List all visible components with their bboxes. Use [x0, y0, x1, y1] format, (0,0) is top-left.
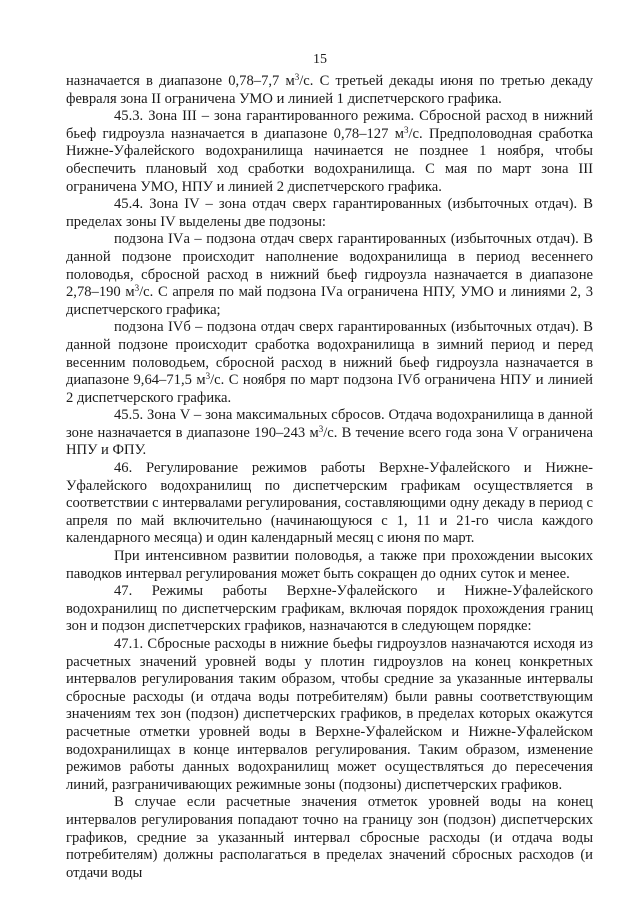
paragraph: 47.1. Сбросные расходы в нижние бьефы гидроузлов назначаются исходя из расчетных значений уровней воды у плотин гидроузлов на конец конкретных интервалов регулирования таким образом, чтобы средние за указанные интервалы сбросные расходы (и отдача воды потребителям) были равны соответствующим значениям тех зон (подзон) диспетчерских графиков, в пределах которых окажутся расчетные отметки уровней воды в Верхне-Уфалейском и Нижне-Уфалейском водохранилищах в конце интервалов регулирования. Таким образом, изменение режимов работы данных водохранилищ может осуществляться до пересечения линий, разграничивающих режимные зоны (подзоны) диспетчерских графиков.	[66, 636, 593, 793]
paragraph: подзона IVб – подзона отдач сверх гарантированных (избыточных отдач). В данной подзоне происходит сработка водохранилища в зимний период и перед весенним половодьем, сбросной расход в нижний бьеф гидроузла назначается в диапазоне 9,64–71,5 $м^3/с$. С ноября по март подзона IVб ограничена НПУ и линией 2 диспетчерского графика.	[66, 319, 593, 406]
paragraph: подзона IVа – подзона отдач сверх гарантированных (избыточных отдач). В данной подзоне происходит наполнение водохранилища в период весеннего половодья, сбросной расход в нижний бьеф гидроузла назначается в диапазоне 2,78–190 $м^3/с$. С апреля по май подзона IVа ограничена НПУ, УМО и линиями 2, 3 диспетчерского графика;	[66, 231, 594, 318]
paragraph: При интенсивном развитии половодья, а также при прохождении высоких паводков интервал регулирования может быть сокращен до одних суток и менее.	[66, 548, 593, 582]
unit-m3-per-s: $м^3/с$	[196, 371, 221, 389]
unit-m3-per-s: $м^3/с$	[309, 423, 334, 441]
paragraph: 46. Регулирование режимов работы Верхне-Уфалейского и Нижне-Уфалейского водохранилищ по диспетчерским графикам осуществляется в соответствии с интервалами регулирования, составляющими одну декаду в период с апреля по май включительно (начинающуюся с 1, 11 и 21-го числа каждого календарного месяца) и один календарный месяц с июня по март.	[66, 460, 593, 547]
paragraph: назначается в диапазоне 0,78–7,7 $м^3/с$. С третьей декады июня по третью декаду февраля зона II ограничена УМО и линией 1 диспетчерского графика.	[66, 72, 593, 107]
paragraph: 45.3. Зона III – зона гарантированного режима. Сбросной расход в нижний бьеф гидроузла назначается в диапазоне 0,78–127 $м^3/с$. Предполоводная сработка Нижне-Уфалейского водохранилища начинается не позднее 1 ноября, чтобы обеспечить плановый ход сработки водохранилища. С мая по март зона III ограничена УМО, НПУ и линией 2 диспетчерского графика.	[66, 108, 593, 195]
unit-m3-per-s: $м^3/с$	[125, 283, 150, 301]
unit-m3-per-s: $м^3/с$	[394, 124, 420, 142]
paragraph: В случае если расчетные значения отметок уровней воды на конец интервалов регулирования попадают точно на границу зон (подзон) диспетчерских графиков, средние за указанный интервал сбросные расходы (и отдача воды потребителям) должны располагаться в пределах значений сбросных расходов (и отдачи воды	[66, 794, 593, 881]
paragraph: 45.4. Зона IV – зона отдач сверх гарантированных (избыточных отдач). В пределах зоны IV выделены две подзоны:	[66, 196, 593, 230]
paragraph: 45.5. Зона V – зона максимальных сбросов. Отдача водохранилища в данной зоне назначается в диапазоне 190–243 $м^3/с$. В течение всего года зона V ограничена НПУ и ФПУ.	[66, 407, 594, 459]
page-number: 15	[313, 52, 327, 67]
document-body	[66, 73, 593, 882]
paragraph: 47. Режимы работы Верхне-Уфалейского и Нижне-Уфалейского водохранилищ по диспетчерским графикам, включая порядок прохождения границ зон и подзон диспетчерских графиков, назначаются в следующем порядке:	[66, 583, 593, 635]
unit-m3-per-s: $м^3/с$	[285, 72, 310, 89]
